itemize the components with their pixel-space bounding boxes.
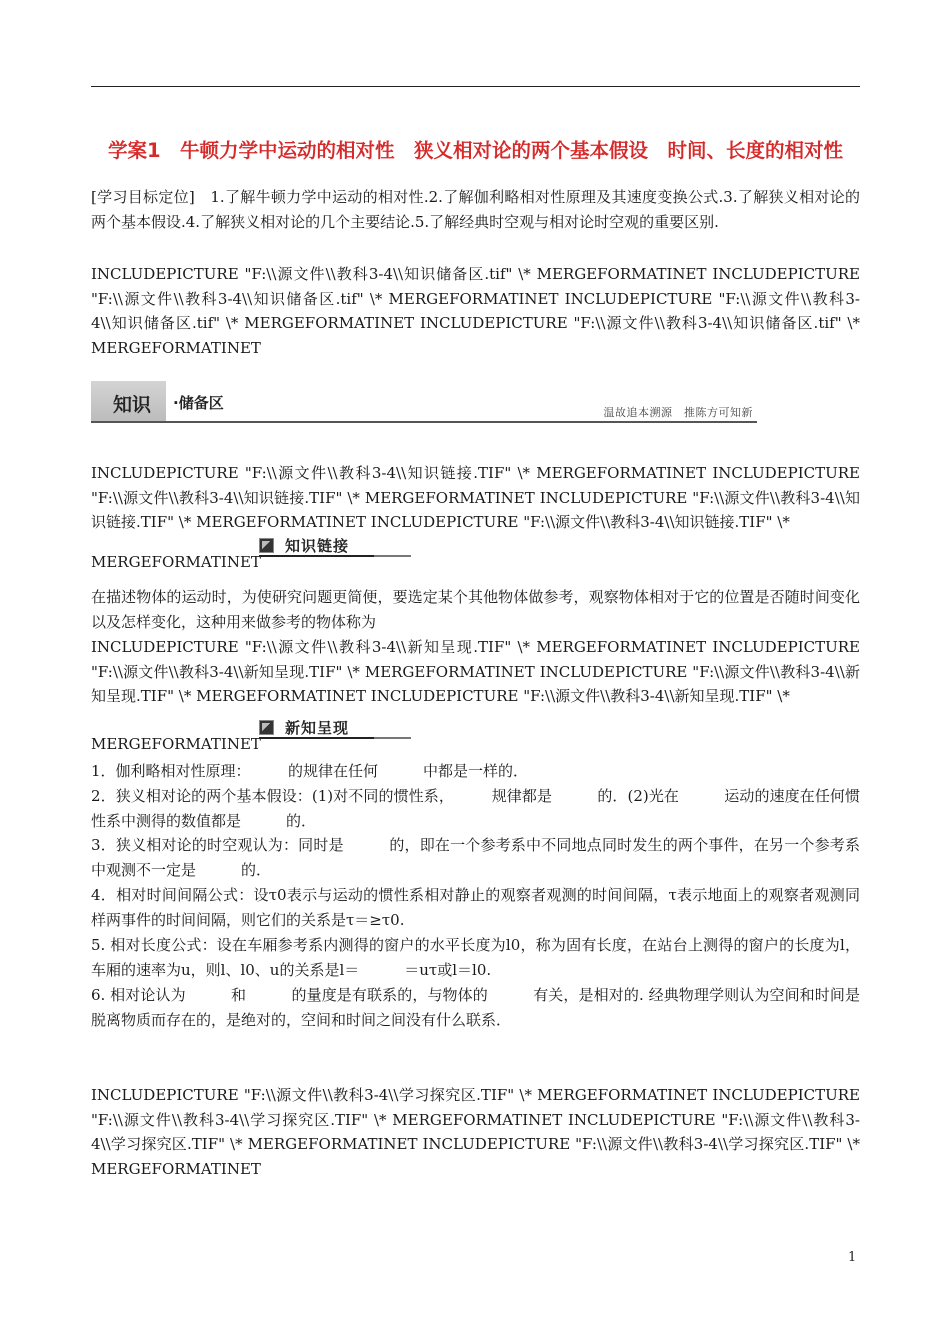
list-item: 3．狭义相对论的时空观认为：同时是 的，即在一个参考系中不同地点同时发生的两个事件，在另一个参考系中观测不一定是 的． — [91, 836, 860, 879]
label-square-icon — [259, 720, 274, 735]
banner-sub-text: ·储备区 — [173, 394, 224, 412]
field-code-new-knowledge: INCLUDEPICTURE "F:\\源文件\\教科3-4\\新知呈现.TIF" \* MERGEFORMATINET INCLUDEPICTURE "F:\\源文件\\教科3-4\\新知呈现.TIF" \* MERGEFORMATINET INCLUDEPICTURE "F:\\源文件\\教科3-4\\新知呈现.TIF" \* MERGEFORMATINET INCLUDEPICTURE "F:\\源文件\\教科3-4\\新知呈现.TIF" \* — [91, 638, 860, 705]
banner-underline — [91, 421, 757, 423]
list-item: 5. 相对长度公式：设在车厢参考系内测得的窗户的水平长度为l0，称为固有长度，在站台上测得的窗户的长度为l，车厢的速率为u，则l、l0、u的关系是l＝ ＝uτ或l＝l0. — [91, 936, 860, 979]
mergeformat-suffix: MERGEFORMATINET — [91, 553, 261, 571]
page-number: 1 — [848, 1250, 857, 1265]
list-item: 1．伽利略相对性原理： 的规律在任何 中都是一样的． — [91, 762, 529, 780]
list-item: 6. 相对论认为 和 的量度是有联系的，与物体的 有关，是相对的. 经典物理学则认为空间和时间是脱离物质而存在的，是绝对的，空间和时间之间没有什么联系． — [91, 986, 860, 1029]
field-code-study-explore: INCLUDEPICTURE "F:\\源文件\\教科3-4\\学习探究区.TIF" \* MERGEFORMATINET INCLUDEPICTURE "F:\\源文件\\教科3-4\\学习探究区.TIF" \* MERGEFORMATINET INCLUDEPICTURE "F:\\源文件\\教科3-4\\学习探究区.TIF" \* MERGEFORMATINET INCLUDEPICTURE "F:\\源文件\\教科3-4\\学习探究区.TIF" \* MERGEFORMATINET — [91, 1086, 860, 1178]
field-code-knowledge-reserve: INCLUDEPICTURE "F:\\源文件\\教科3-4\\知识储备区.tif" \* MERGEFORMATINET INCLUDEPICTURE "F:\\源文件\\教科3-4\\知识储备区.tif" \* MERGEFORMATINET INCLUDEPICTURE "F:\\源文件\\教科3-4\\知识储备区.tif" \* MERGEFORMATINET INCLUDEPICTURE "F:\\源文件\\教科3-4\\知识储备区.tif" \* MERGEFORMATINET — [91, 265, 860, 357]
label-underline — [259, 555, 411, 557]
header-rule — [91, 86, 860, 87]
label-underline — [259, 737, 411, 739]
label-square-icon — [259, 538, 274, 553]
knowledge-link-label — [259, 535, 411, 557]
knowledge-link-text: 在描述物体的运动时，为使研究问题更简便，要选定某个其他物体做参考，观察物体相对于它的位置是否随时间变化以及怎样变化，这种用来做参考的物体称为 — [91, 588, 860, 631]
learning-objectives: [学习目标定位] 1.了解牛顿力学中运动的相对性.2.了解伽利略相对性原理及其速度变换公式.3.了解狭义相对论的两个基本假设.4.了解狭义相对论的几个主要结论.5.了解经典时空观与相对论时空观的重要区别. — [91, 188, 860, 231]
lesson-title: 学案1 牛顿力学中运动的相对性 狭义相对论的两个基本假设 时间、长度的相对性 — [107, 139, 844, 162]
banner-motto: 温故追本溯源 推陈方可知新 — [603, 406, 753, 419]
knowledge-reserve-banner — [91, 381, 757, 426]
field-code-knowledge-link: INCLUDEPICTURE "F:\\源文件\\教科3-4\\知识链接.TIF" \* MERGEFORMATINET INCLUDEPICTURE "F:\\源文件\\教科3-4\\知识链接.TIF" \* MERGEFORMATINET INCLUDEPICTURE "F:\\源文件\\教科3-4\\知识链接.TIF" \* MERGEFORMATINET INCLUDEPICTURE "F:\\源文件\\教科3-4\\知识链接.TIF" \* — [91, 464, 860, 531]
knowledge-link-label-text: 知识链接 — [285, 537, 350, 555]
new-knowledge-label-text: 新知呈现 — [285, 719, 350, 737]
new-knowledge-label — [259, 717, 411, 739]
banner-main-text: 知识 — [113, 394, 152, 416]
list-item: 2．狭义相对论的两个基本假设：(1)对不同的惯性系， 规律都是 的．(2)光在 运动的速度在任何惯性系中测得的数值都是 的． — [91, 787, 860, 830]
list-item: 4．相对时间间隔公式：设τ0表示与运动的惯性系相对静止的观察者观测的时间间隔，τ表示地面上的观察者观测同样两事件的时间间隔，则它们的关系是τ＝≥τ0. — [91, 886, 860, 929]
mergeformat-suffix: MERGEFORMATINET — [91, 735, 261, 753]
